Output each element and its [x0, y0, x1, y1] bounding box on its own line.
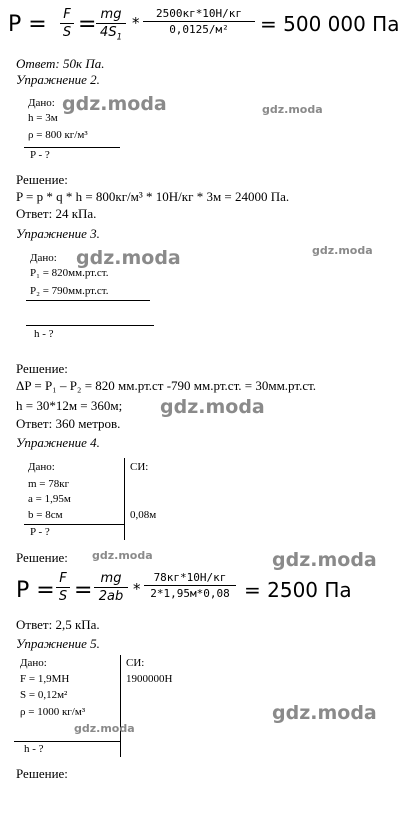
exercise-5-si-F: 1900000Н — [126, 673, 173, 685]
exercise-4-si-label: СИ: — [130, 461, 149, 473]
exercise-2-answer: Ответ: 24 кПа. — [16, 206, 97, 221]
formula-4-frac-values — [144, 572, 236, 599]
watermark: gdz.moda — [160, 396, 265, 418]
exercise-2-given-label: Дано: — [28, 97, 55, 109]
fraction-divider — [26, 300, 150, 301]
exercise-5-si-label: СИ: — [126, 657, 145, 669]
exercise-3-given-label: Дано: — [30, 252, 57, 264]
formula-4-frac-mg — [94, 572, 128, 603]
formula-4-frac-f-s — [56, 572, 70, 603]
exercise-5-title: Упражнение 5. — [16, 636, 100, 651]
formula-4-eq: = — [74, 578, 93, 603]
exercise-4-given-m: m = 78кг — [28, 478, 70, 490]
formula-4-mul: * — [133, 580, 141, 598]
frac-denominator: 0,0125/м² — [169, 23, 229, 36]
formula-1-frac-values — [143, 8, 255, 35]
exercise-5-find: h - ? — [24, 743, 44, 755]
exercise-2-given-rho: ρ = 800 кг/м³ — [28, 129, 88, 141]
watermark: gdz.moda — [272, 549, 377, 571]
exercise-3-line-1: ΔP = P₁ – P₂ = 820 мм.рт.ст -790 мм.рт.ст. = 30мм.рт.ст. — [16, 378, 317, 393]
frac-numerator: F — [63, 7, 71, 22]
frac-denominator-sub: 1 — [116, 31, 122, 42]
watermark: gdz.moda — [62, 93, 167, 115]
exercise-3-given-p2: P₂ = 790мм.рт.ст. — [30, 285, 109, 297]
exercise-4-solution-label: Решение: — [16, 550, 68, 565]
exercise-3-find: h - ? — [34, 328, 54, 340]
exercise-2-title: Упражнение 2. — [16, 72, 100, 87]
exercise-2-find: P - ? — [30, 149, 50, 161]
fraction-divider — [26, 325, 154, 326]
frac-numerator: 2500кг*10Н/кг — [155, 7, 243, 20]
watermark: gdz.moda — [262, 103, 323, 116]
answer-1: Ответ: 50к Па. — [16, 56, 105, 71]
exercise-5-given-rho: ρ = 1000 кг/м³ — [20, 706, 86, 718]
exercise-2-calculation: P = p * q * h = 800кг/м³ * 10Н/кг * 3м = 24000 Па. — [16, 189, 290, 204]
si-divider — [124, 458, 125, 540]
exercise-4-si-b: 0,08м — [130, 509, 157, 521]
formula-1-mul: * — [132, 14, 140, 32]
exercise-2-solution-label: Решение: — [16, 172, 68, 187]
formula-1-result: = 500 000 Па — [260, 12, 400, 36]
exercise-3-answer: Ответ: 360 метров. — [16, 416, 121, 431]
exercise-4-title: Упражнение 4. — [16, 435, 100, 450]
exercise-4-given-b: b = 8см — [28, 509, 63, 521]
watermark: gdz.moda — [312, 244, 373, 257]
exercise-2-given-h: h = 3м — [28, 112, 58, 124]
frac-numerator: F — [59, 571, 67, 586]
frac-numerator: mg — [100, 7, 122, 22]
frac-denominator: 2*1,95м*0,08 — [150, 587, 230, 600]
frac-numerator: mg — [100, 571, 122, 586]
frac-denominator: 4S — [100, 25, 117, 40]
formula-1-frac-f-s — [60, 8, 74, 39]
exercise-4-given-label: Дано: — [28, 461, 55, 473]
watermark: gdz.moda — [272, 702, 377, 724]
formula-4-result: = 2500 Па — [244, 578, 352, 602]
exercise-3-solution-label: Решение: — [16, 361, 68, 376]
formula-1-lhs: P = — [8, 12, 47, 37]
formula-4-lhs: P = — [16, 578, 55, 603]
exercise-5-solution-label: Решение: — [16, 766, 68, 781]
frac-denominator: 2ab — [98, 589, 124, 604]
formula-1-eq: = — [78, 12, 97, 37]
watermark: gdz.moda — [92, 549, 153, 562]
exercise-4-given-a: a = 1,95м — [28, 493, 71, 505]
formula-1-frac-mg — [96, 8, 126, 41]
exercise-5-given-F: F = 1,9МН — [20, 673, 70, 685]
watermark: gdz.moda — [76, 247, 181, 269]
fraction-divider — [14, 741, 120, 742]
frac-denominator: S — [58, 589, 68, 604]
exercise-4-find: P - ? — [30, 526, 50, 538]
exercise-3-title: Упражнение 3. — [16, 226, 100, 241]
frac-denominator: S — [62, 25, 72, 40]
fraction-divider — [24, 147, 120, 148]
si-divider — [120, 655, 121, 757]
exercise-4-answer: Ответ: 2,5 кПа. — [16, 617, 100, 632]
exercise-3-line-2: h = 30*12м = 360м; — [16, 398, 123, 413]
exercise-5-given-label: Дано: — [20, 657, 47, 669]
exercise-3-given-p1: P₁ = 820мм.рт.ст. — [30, 267, 109, 279]
watermark: gdz.moda — [74, 722, 135, 735]
exercise-5-given-S: S = 0,12м² — [20, 689, 68, 701]
fraction-divider — [24, 524, 124, 525]
frac-numerator: 78кг*10Н/кг — [153, 571, 227, 584]
